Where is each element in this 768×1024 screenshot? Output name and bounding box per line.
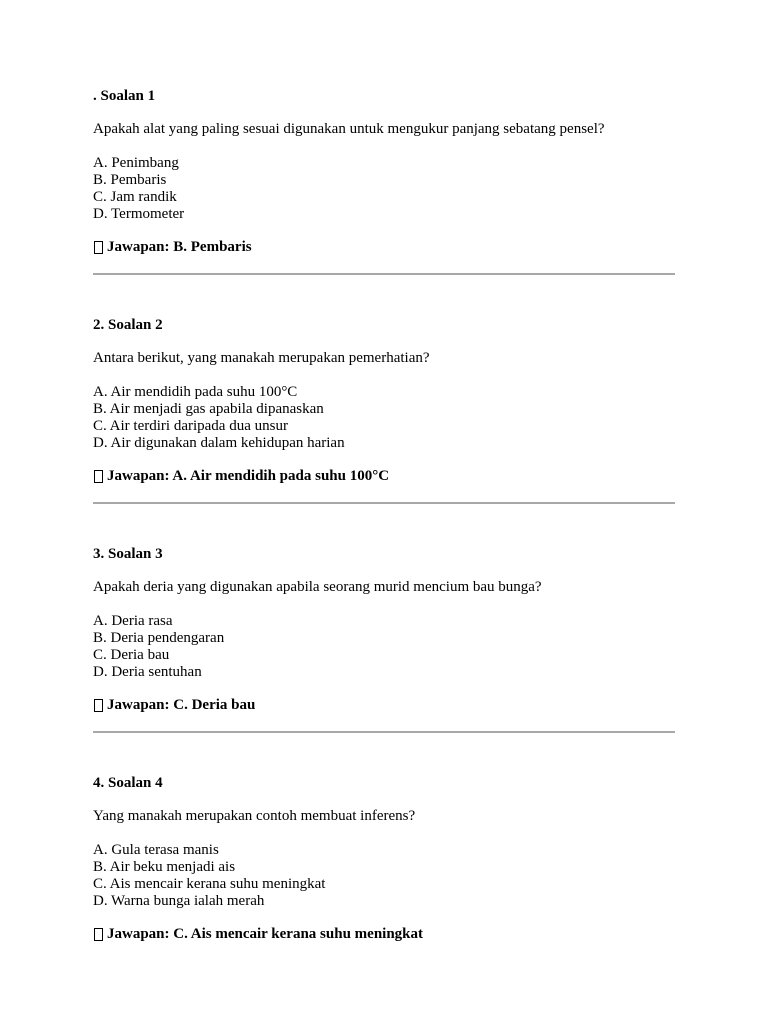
- question-title: 3. Soalan 3: [93, 546, 163, 562]
- option-item: C. Air terdiri daripada dua unsur: [93, 418, 288, 434]
- missing-glyph-icon: [94, 928, 103, 941]
- option-item: C. Jam randik: [93, 189, 177, 205]
- option-item: C. Ais mencair kerana suhu meningkat: [93, 876, 326, 892]
- option-item: B. Deria pendengaran: [93, 630, 225, 646]
- question-text: Yang manakah merupakan contoh membuat inferens?: [93, 808, 416, 824]
- question-block: [93, 317, 675, 504]
- question-text: Antara berikut, yang manakah merupakan pemerhatian?: [93, 350, 430, 366]
- answer-line: [93, 926, 675, 943]
- answer-line: [93, 468, 675, 485]
- question-title: 4. Soalan 4: [93, 775, 163, 791]
- answer-text: Jawapan: A. Air mendidih pada suhu 100°C: [107, 468, 390, 484]
- answer-line: [93, 239, 675, 256]
- option-list: [93, 155, 675, 223]
- question-block: [93, 546, 675, 733]
- option-item: A. Air mendidih pada suhu 100°C: [93, 384, 298, 400]
- option-item: D. Warna bunga ialah merah: [93, 893, 265, 909]
- answer-text: Jawapan: C. Ais mencair kerana suhu meningkat: [107, 926, 424, 942]
- question-title: . Soalan 1: [93, 88, 156, 104]
- option-item: A. Penimbang: [93, 155, 179, 171]
- answer-text: Jawapan: C. Deria bau: [107, 697, 256, 713]
- option-item: A. Deria rasa: [93, 613, 173, 629]
- document-page: [93, 88, 675, 943]
- missing-glyph-icon: [94, 470, 103, 483]
- option-list: [93, 384, 675, 452]
- option-item: D. Termometer: [93, 206, 185, 222]
- question-text: Apakah alat yang paling sesuai digunakan untuk mengukur panjang sebatang pensel?: [93, 121, 605, 137]
- option-item: A. Gula terasa manis: [93, 842, 219, 858]
- option-list: [93, 613, 675, 681]
- option-item: B. Air menjadi gas apabila dipanaskan: [93, 401, 324, 417]
- question-title: 2. Soalan 2: [93, 317, 163, 333]
- option-item: D. Air digunakan dalam kehidupan harian: [93, 435, 345, 451]
- answer-line: [93, 697, 675, 714]
- option-item: B. Air beku menjadi ais: [93, 859, 236, 875]
- option-item: D. Deria sentuhan: [93, 664, 202, 680]
- option-item: C. Deria bau: [93, 647, 170, 663]
- question-block: [93, 775, 675, 943]
- question-block: [93, 88, 675, 275]
- missing-glyph-icon: [94, 241, 103, 254]
- missing-glyph-icon: [94, 699, 103, 712]
- answer-text: Jawapan: B. Pembaris: [107, 239, 252, 255]
- question-text: Apakah deria yang digunakan apabila seorang murid mencium bau bunga?: [93, 579, 542, 595]
- option-item: B. Pembaris: [93, 172, 167, 188]
- option-list: [93, 842, 675, 910]
